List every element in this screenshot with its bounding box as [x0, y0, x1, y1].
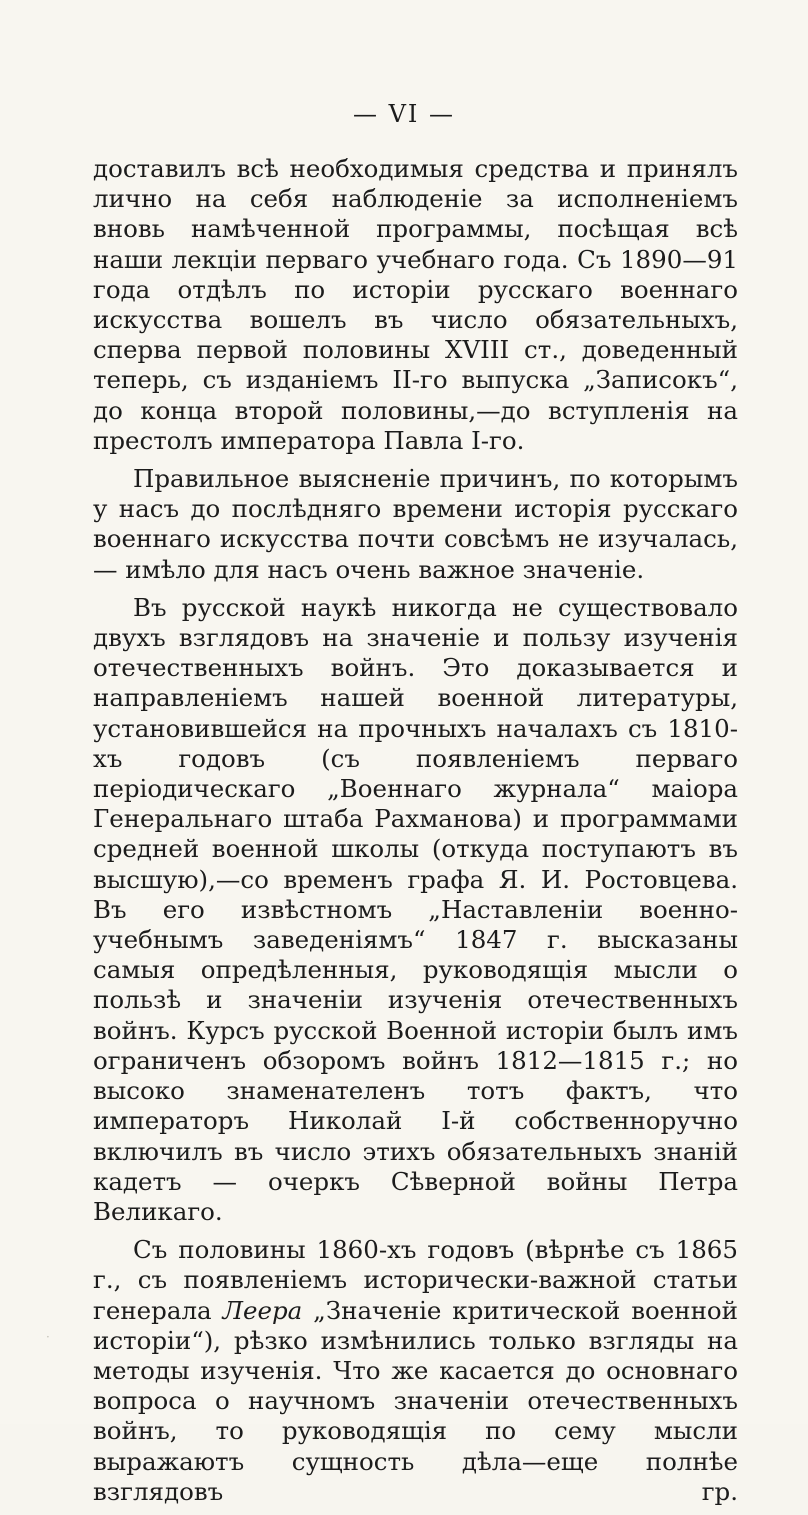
paragraph-text-start: Съ половины 1860-хъ годовъ (вѣрнѣе съ 1865 г., съ появленіемъ исторически-важной статьи генерала: [93, 1235, 738, 1325]
paragraph-text-end: „Значеніе критической военной исторіи“), рѣзко измѣнились только взгляды на методы изученія. Что же касается до основнаго вопроса о научномъ значеніи отечественныхъ войнъ, то руководящія по сему мысли выражаютъ сущность дѣла—еще полнѣе взглядовъ гр.: [93, 1295, 738, 1506]
paragraph-causes: Правильное выясненіе причинъ, по которымъ у насъ до послѣдняго времени исторія русскаго военнаго искусства почти совсѣмъ не изучалась, — имѣло для насъ очень важное значеніе.: [93, 464, 738, 584]
page-number-header: — VI —: [352, 100, 456, 128]
paragraph-since-1860s: [93, 1235, 738, 1507]
author-name-leer: Леера: [222, 1295, 303, 1325]
body-text: [93, 154, 738, 1515]
paragraph-continuation: доставилъ всѣ необходимыя средства и принялъ лично на себя наблюденіе за исполненіемъ вновь намѣченной программы, посѣщая всѣ наши лекціи перваго учебнаго года. Съ 1890—91 года отдѣлъ по исторіи русскаго военнаго искусства вошелъ въ число обязательныхъ, сперва первой половины XVIII ст., доведенный теперь, съ изданіемъ II-го выпуска „Записокъ“, до конца второй половины,—до вступленія на престолъ императора Павла I-го.: [93, 154, 738, 455]
paragraph-russian-science: Въ русской наукѣ никогда не существовало двухъ взглядовъ на значеніе и пользу изученія отечественныхъ войнъ. Это доказывается и направленіемъ нашей военной литературы, установившейся на прочныхъ началахъ съ 1810-хъ годовъ (съ появленіемъ перваго періодическаго „Военнаго журнала“ маіора Генеральнаго штаба Рахманова) и программами средней военной школы (откуда поступаютъ въ высшую),—со временъ графа Я. И. Ростовцева. Въ его извѣстномъ „Наставленіи военно-учебнымъ заведеніямъ“ 1847 г. высказаны самыя опредѣленныя, руководящія мысли о пользѣ и значеніи изученія отечественныхъ войнъ. Курсъ русской Военной исторіи былъ имъ ограниченъ обзоромъ войнъ 1812—1815 г.; но высоко знаменателенъ тотъ фактъ, что императоръ Николай I-й собственноручно включилъ въ число этихъ обязательныхъ знаній кадетъ — очеркъ Сѣверной войны Петра Великаго.: [93, 592, 738, 1226]
margin-smudge: ·: [46, 1330, 50, 1344]
